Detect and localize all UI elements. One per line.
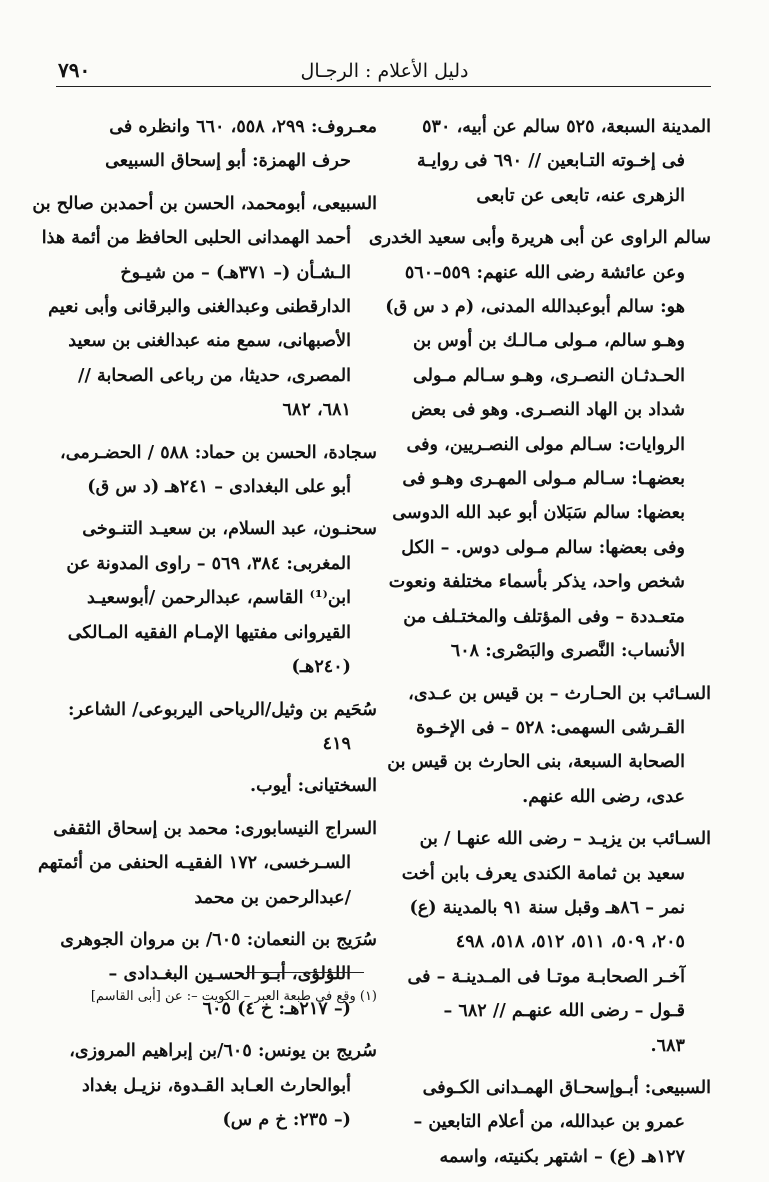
entry-line: الأصبهانى، سمع منه عبدالغنى بن سعيد xyxy=(68,330,351,352)
entry-line: وهـو سالم، مـولى مـالـك بن أوس بن xyxy=(412,330,685,352)
index-entry xyxy=(58,110,377,179)
entry-line: عمرو بن عبدالله، من أعلام التابعين – xyxy=(413,1111,685,1133)
entry-line: الأنساب: النَّصرى والبَصْرى: ٦٠٨ xyxy=(450,640,685,662)
entry-headline: السبيعى، أبومحمد، الحسن بن أحمدبن صالح بن xyxy=(32,192,377,214)
index-entry xyxy=(58,693,377,762)
entry-line: (– ٢٣٥: خ م س) xyxy=(222,1108,351,1130)
entry-line: بعضهـا: سـالم مـولى المهـرى وهـو فى xyxy=(402,468,685,490)
entry-headline: سُرَيج بن النعمان: ٦٠٥/ بن مروان الجوهرى xyxy=(60,928,377,950)
header-rule xyxy=(56,86,711,87)
entry-headline: سالم الراوى عن أبى هريرة وأبى سعيد الخدرى xyxy=(368,227,711,249)
entry-headline: السبيعى: أبـوإسحـاق الهمـدانى الكـوفى xyxy=(422,1076,711,1098)
entry-line: شداد بن الهاد النصـرى. وهو فى بعض xyxy=(411,399,685,421)
entry-line: سعيد بن ثمامة الكندى يعرف بابن أخت xyxy=(401,862,685,884)
entry-line: اللؤلؤى، أبـو الحسـين البغـدادى – xyxy=(108,963,351,985)
entry-headline: معـروف: ٢٩٩، ٥٥٨، ٦٦٠ وانظره فى xyxy=(109,116,377,137)
entry-headline: السـائب بن يزيـد – رضى الله عنهـا / بن xyxy=(419,828,711,850)
entry-line: المغربى: ٣٨٤، ٥٦٩ – راوى المدونة عن xyxy=(66,552,351,574)
entry-line: متعـددة – وفى المؤتلف والمختـلف من xyxy=(403,605,685,627)
entry-line: الـشـأن (– ٣٧١هـ) – من شيـوخ xyxy=(120,261,351,283)
entry-line: أحمد الهمدانى الحلبى الحافظ من أئمة هذا xyxy=(41,227,351,249)
entry-line: الدارقطنى وعبدالغنى والبرقانى وأبى نعيم xyxy=(48,296,351,318)
index-entry xyxy=(58,923,377,1026)
index-entry xyxy=(392,1071,711,1174)
index-entry xyxy=(32,187,377,428)
entry-headline: المدينة السبعة، ٥٢٥ سالم عن أبيه، ٥٣٠ xyxy=(422,116,711,137)
entry-headline: السراج النيسابورى: محمد بن إسحاق الثقفى xyxy=(53,817,377,839)
entry-line: المصرى، حديثا، من رباعى الصحابة // xyxy=(78,364,351,386)
entry-line: (– ٢١٧هـ: خ ٤) ٦٠٥ xyxy=(202,997,351,1019)
entry-line: وفى بعضها: سالم مـولى دوس. – الكل xyxy=(401,536,685,558)
entry-headline: سحنـون، عبد السلام، بن سعيـد التنـوخى xyxy=(82,518,377,540)
entry-headline: السختيانى: أيوب. xyxy=(249,775,377,797)
index-entry xyxy=(58,769,377,803)
entry-line: ١٢٧هـ (ع) – اشتهر بكنيته، واسمه xyxy=(439,1145,685,1167)
entry-line: هو: سالم أبوعبدالله المدنى، (م د س ق) xyxy=(385,296,685,318)
entry-line: حرف الهمزة: أبو إسحاق السبيعى xyxy=(105,150,351,172)
entry-line: الحـدثـان النصـرى، وهـو سـالم مـولى xyxy=(413,364,685,386)
entry-line: ٤١٩ xyxy=(322,732,351,754)
entry-line: /عبدالرحمن بن محمد xyxy=(194,886,351,908)
footnote-rule xyxy=(246,972,364,973)
page-header xyxy=(58,52,711,90)
entry-line: الصحابة السبعة، بنى الحارث بن قيس بن xyxy=(387,751,685,773)
entry-line: بعضها: سالم سَبَلان أبو عبد الله الدوسى xyxy=(392,502,685,524)
entry-line: ٢٠٥، ٥٠٩، ٥١١، ٥١٢، ٥١٨، ٤٩٨ xyxy=(455,931,685,953)
right-column xyxy=(368,110,711,1182)
index-entry xyxy=(392,110,711,213)
page-number: ٧٩٠ xyxy=(58,58,91,82)
index-entry xyxy=(392,822,711,1063)
entry-line: (٢٤٠هـ) xyxy=(291,656,351,678)
entry-line: شخص واحد، يذكر بأسماء مختلفة ونعوت xyxy=(388,571,685,593)
index-entry xyxy=(58,1034,377,1137)
entry-line: القيروانى مفتيها الإمـام الفقيه المـالكى xyxy=(67,621,351,643)
entry-line: وعن عائشة رضى الله عنهم: ٥٥٩–٥٦٠ xyxy=(404,261,685,283)
index-entry xyxy=(368,221,711,668)
entry-line: السـرخسى، ١٧٢ الفقيـه الحنفى من أئمتهم xyxy=(37,852,351,874)
entry-line: أبو على البغدادى – ٢٤١هـ (د س ق) xyxy=(87,476,351,498)
entry-line: قـول – رضى الله عنهـم // ٦٨٢ – xyxy=(443,1000,685,1022)
entry-line: القـرشى السهمى: ٥٢٨ – فى الإخـوة xyxy=(416,716,685,738)
entry-line: آخـر الصحابـة موتـا فى المـدينـة – فى xyxy=(407,965,685,987)
entry-line: الزهرى عنه، تابعى عن تابعى xyxy=(476,184,685,206)
entry-line: الروايات: سـالم مولى النصـريين، وفى xyxy=(406,433,685,455)
footnote: (١) وقع فى طبعة العبر – الكويت –: عن [أبى القاسم] xyxy=(90,989,377,1004)
index-entry xyxy=(58,512,377,684)
entry-headline: سُحَيم بن وثيل/الرياحى اليربوعى/ الشاعر: xyxy=(68,698,377,720)
index-entry xyxy=(387,677,711,815)
entry-line: نمر – ٨٦هـ وقبل سنة ٩١ بالمدينة (ع) xyxy=(409,896,685,918)
running-title: دليل الأعلام : الرجـال xyxy=(300,60,469,82)
entry-headline: سُريج بن يونس: ٦٠٥/بن إبراهيم المروزى، xyxy=(69,1040,377,1062)
entry-line: أبوالحارث العـابد القـدوة، نزيـل بغداد xyxy=(81,1074,351,1096)
entry-line: فى إخـوته التـابعين // ٦٩٠ فى روايـة xyxy=(417,150,685,172)
entry-line: ٦٨١، ٦٨٢ xyxy=(282,399,351,421)
entry-headline: السـائب بن الحـارث – بن قيس بن عـدى، xyxy=(408,682,711,704)
entry-line: ابن⁽¹⁾ القاسم، عبدالرحمن /أبوسعيـد xyxy=(86,587,351,609)
entry-headline: سجادة، الحسن بن حماد: ٥٨٨ / الحضـرمى، xyxy=(60,441,377,463)
index-entry xyxy=(37,812,377,915)
entry-line: ٦٨٣. xyxy=(650,1034,685,1056)
entry-line: عدى، رضى الله عنهم. xyxy=(522,785,685,807)
index-entry xyxy=(58,436,377,505)
